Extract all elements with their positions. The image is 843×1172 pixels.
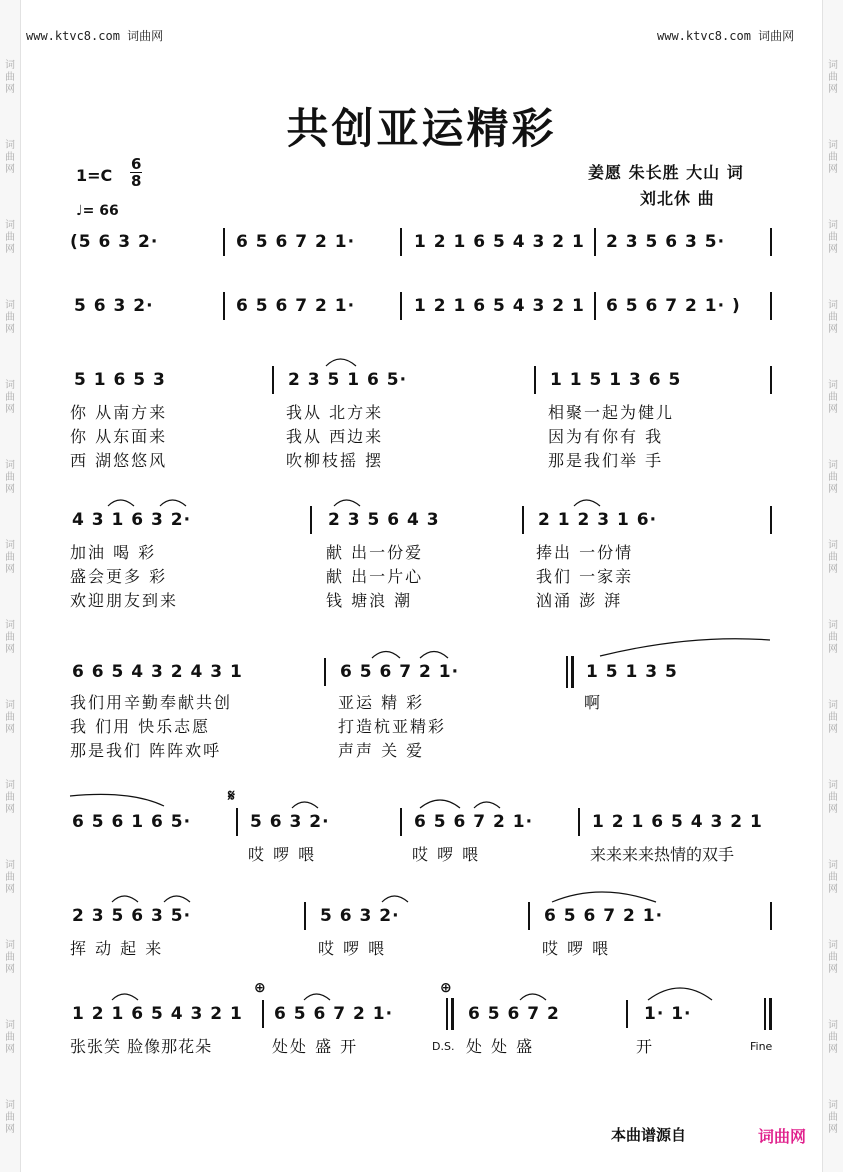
r3-m2: 2 3 5 1 6 5·	[288, 370, 408, 390]
watermark-text: 词曲网	[828, 460, 838, 495]
watermark-text: 词曲网	[5, 540, 15, 575]
meter-bottom: 8	[131, 172, 142, 190]
r8-lyric-m1: 张张笑 脸像那花朵	[70, 1037, 213, 1056]
slur	[420, 652, 448, 659]
slur	[326, 359, 356, 366]
watermark-text: 词曲网	[828, 780, 838, 815]
r3-lyric-2b: 我从 西边来	[286, 427, 384, 446]
r5-m2: 6 5 6 7 2 1·	[340, 662, 460, 682]
r1-m2: 6 5 6 7 2 1·	[236, 232, 356, 252]
r6-m3: 6 5 6 7 2 1·	[414, 812, 534, 832]
r3-m3: 1 1 5 1 3 6 5	[550, 370, 682, 390]
r3-lyric-2a: 你 从东面来	[70, 427, 168, 446]
composer: 刘北休 曲	[640, 189, 715, 208]
footer-brand-logo[interactable]: 词曲网	[758, 1127, 807, 1146]
r4-m2: 2 3 5 6 4 3	[328, 510, 440, 530]
fine-mark: Fine	[750, 1040, 773, 1053]
watermark-text: 词曲网	[5, 220, 15, 255]
r5-m3: 1 5 1 3 5	[586, 662, 678, 682]
r7-lyric-m2: 哎 啰 喂	[318, 939, 387, 958]
watermark-text: 词曲网	[5, 60, 15, 95]
r4-lyric-3b: 钱 塘浪 潮	[326, 591, 413, 610]
r7-m1: 2 3 5 6 3 5·	[72, 906, 192, 926]
slur	[574, 500, 600, 506]
r4-m3: 2 1 2 3 1 6·	[538, 510, 658, 530]
header-site-right: www.ktvc8.com 词曲网	[657, 29, 795, 43]
r3-lyric-1b: 我从 北方来	[286, 403, 384, 422]
r8-m4: 1· 1·	[644, 1004, 692, 1024]
r6-lyric-m4: 来来来来热情的双手	[590, 845, 735, 864]
dal-segno-mark: D.S.	[432, 1040, 455, 1053]
slur	[520, 994, 546, 1000]
r2-m3: 1 2 1 6 5 4 3 2 1	[414, 296, 585, 316]
r5-lyric-1a: 我们用辛勤奉献共创	[70, 693, 233, 712]
r1-m1: (5 6 3 2·	[70, 232, 159, 252]
r3-lyric-3a: 西 湖悠悠风	[70, 451, 168, 470]
watermark-text: 词曲网	[828, 700, 838, 735]
slur	[552, 892, 656, 902]
r4-lyric-2c: 我们 一家亲	[536, 567, 634, 586]
watermark-text: 词曲网	[5, 1100, 15, 1135]
r5-lyric-2a: 我 们用 快乐志愿	[70, 717, 211, 736]
watermark-text: 词曲网	[828, 860, 838, 895]
r7-m2: 5 6 3 2·	[320, 906, 400, 926]
r6-lyric-m2: 哎 啰 喂	[248, 845, 317, 864]
lyricists: 姜愿 朱长胜 大山 词	[588, 163, 744, 182]
watermark-text: 词曲网	[828, 1100, 838, 1135]
tie	[70, 794, 164, 806]
key-signature: 1=C	[76, 166, 113, 185]
r5-lyric-3a: 那是我们 阵阵欢呼	[70, 741, 222, 760]
r3-lyric-2c: 因为有你有 我	[548, 427, 664, 446]
r8-m3: 6 5 6 7 2	[468, 1004, 560, 1024]
r3-m1: 5 1 6 5 3	[74, 370, 166, 390]
watermark-text: 词曲网	[828, 60, 838, 95]
r6-lyric-m3: 哎 啰 喂	[412, 845, 481, 864]
slur	[304, 994, 330, 1000]
r4-lyric-3a: 欢迎朋友到来	[70, 591, 179, 610]
r4-lyric-2b: 献 出一片心	[326, 567, 424, 586]
slur	[474, 802, 500, 808]
watermark-text: 词曲网	[828, 620, 838, 655]
r6-m2: 5 6 3 2·	[250, 812, 330, 832]
tie	[648, 988, 712, 1000]
tie	[600, 639, 770, 656]
r8-lyric-m2: 处处 盛 开	[272, 1037, 359, 1056]
r5-m1: 6 6 5 4 3 2 4 3 1	[72, 662, 243, 682]
slur	[334, 500, 360, 506]
slur	[164, 896, 190, 902]
r3-lyric-3c: 那是我们举 手	[548, 451, 664, 470]
watermark-text: 词曲网	[5, 700, 15, 735]
watermark-text: 词曲网	[5, 780, 15, 815]
watermark-text: 词曲网	[828, 540, 838, 575]
watermark-text: 词曲网	[5, 380, 15, 415]
r7-lyric-m3: 哎 啰 喂	[542, 939, 611, 958]
r8-lyric-m4: 开	[636, 1037, 655, 1056]
r2-m4: 6 5 6 7 2 1· )	[606, 296, 741, 316]
meter-top: 6	[131, 155, 142, 173]
r4-lyric-1a: 加油 喝 彩	[70, 543, 157, 562]
r6-m1: 6 5 6 1 6 5·	[72, 812, 192, 832]
watermark-text: 词曲网	[828, 1020, 838, 1055]
watermark-text: 词曲网	[5, 300, 15, 335]
footer-source: 本曲谱源自	[611, 1126, 687, 1144]
watermark-text: 词曲网	[5, 860, 15, 895]
r8-lyric-m3: 处 处 盛	[466, 1037, 535, 1056]
quarter-note-icon: ♩	[76, 203, 83, 219]
slur	[160, 500, 186, 506]
r4-lyric-1b: 献 出一份爱	[326, 543, 424, 562]
r3-lyric-1a: 你 从南方来	[70, 403, 168, 422]
r3-lyric-1c: 相聚一起为健儿	[548, 403, 675, 422]
slur	[108, 500, 134, 506]
slur	[292, 802, 318, 808]
r4-lyric-3c: 汹涌 澎 湃	[536, 591, 623, 610]
r5-lyric-1b: 亚运 精 彩	[338, 693, 425, 712]
watermark-text: 词曲网	[5, 140, 15, 175]
r5-lyric-1c: 啊	[584, 693, 603, 712]
r5-lyric-3b: 声声 关 爱	[338, 741, 425, 760]
song-title: 共创亚运精彩	[286, 104, 557, 153]
r8-m1: 1 2 1 6 5 4 3 2 1	[72, 1004, 243, 1024]
r4-lyric-2a: 盛会更多 彩	[70, 567, 168, 586]
r7-m3: 6 5 6 7 2 1·	[544, 906, 664, 926]
r6-m4: 1 2 1 6 5 4 3 2 1	[592, 812, 763, 832]
r1-m4: 2 3 5 6 3 5·	[606, 232, 726, 252]
watermark-text: 词曲网	[5, 620, 15, 655]
slur	[112, 994, 138, 1000]
slur	[382, 896, 408, 902]
watermark-text: 词曲网	[5, 940, 15, 975]
watermark-text: 词曲网	[828, 380, 838, 415]
segno-sign: 𝄋	[228, 786, 236, 805]
watermark-text: 词曲网	[5, 460, 15, 495]
header-site-left: www.ktvc8.com 词曲网	[26, 29, 164, 43]
r4-m1: 4 3 1 6 3 2·	[72, 510, 192, 530]
r2-m1: 5 6 3 2·	[74, 296, 154, 316]
coda-sign: ⊕	[254, 980, 267, 996]
r2-m2: 6 5 6 7 2 1·	[236, 296, 356, 316]
tempo-value: = 66	[82, 203, 119, 219]
watermark-text: 词曲网	[828, 300, 838, 335]
slur	[372, 652, 400, 659]
r3-lyric-3b: 吹柳枝摇 摆	[286, 451, 384, 470]
r5-lyric-2b: 打造杭亚精彩	[338, 717, 447, 736]
watermark-text: 词曲网	[828, 140, 838, 175]
r1-m3: 1 2 1 6 5 4 3 2 1	[414, 232, 585, 252]
r8-m2: 6 5 6 7 2 1·	[274, 1004, 394, 1024]
slur	[112, 896, 138, 902]
watermark-text: 词曲网	[5, 1020, 15, 1055]
r7-lyric-m1: 挥 动 起 来	[70, 939, 164, 958]
watermark-text: 词曲网	[828, 220, 838, 255]
coda-sign-2: ⊕	[440, 980, 453, 996]
slur	[420, 800, 460, 808]
watermark-text: 词曲网	[828, 940, 838, 975]
r4-lyric-1c: 捧出 一份情	[536, 543, 634, 562]
